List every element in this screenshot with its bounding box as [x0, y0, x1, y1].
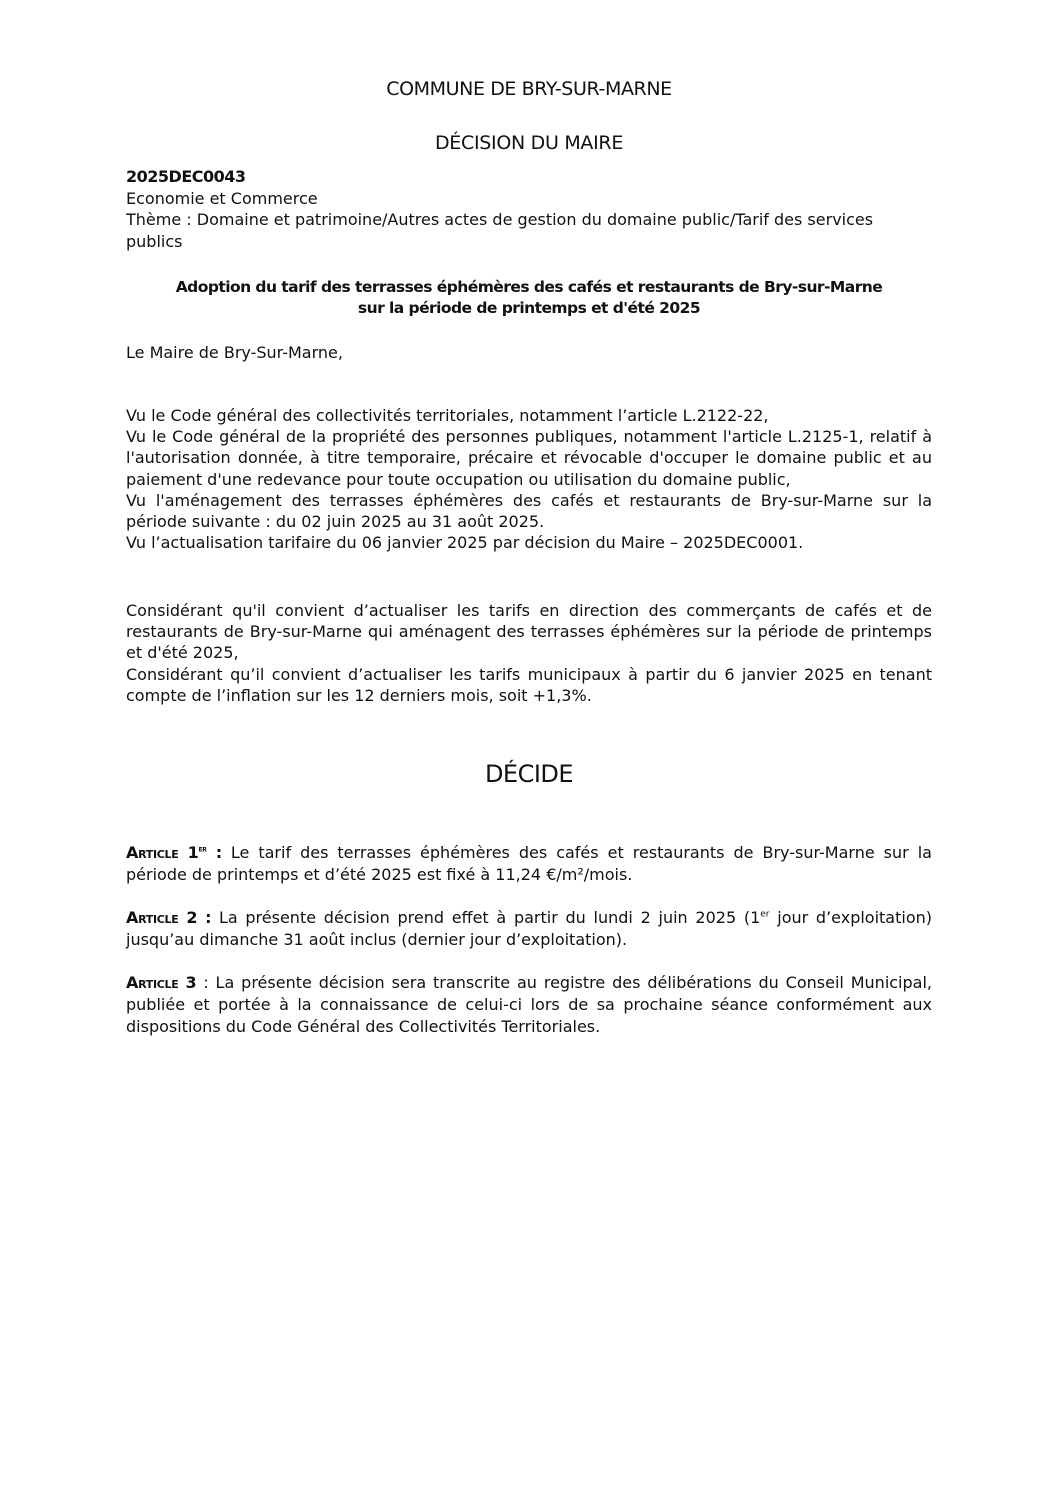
article-3-label: Article 3 — [126, 973, 197, 992]
article-2 — [126, 907, 932, 951]
decision-title: DÉCISION DU MAIRE — [434, 132, 624, 154]
article-2-text: La présente décision prend effet à partir du lundi 2 juin 2025 (1 — [211, 908, 761, 927]
decide-heading: DÉCIDE — [484, 760, 574, 788]
article-3-text: : La présente décision sera transcrite au registre des délibérations du Conseil Municipal, publiée et portée à la connaissance de celui-ci lors de sa prochaine séance conformément aux dispositions du Code Général des Collectivités Territoriales. — [126, 973, 932, 1036]
subject-line-1: Adoption du tarif des terrasses éphémères des cafés et restaurants de Bry-sur-Marne — [175, 278, 883, 296]
decision-service: Economie et Commerce — [126, 188, 318, 208]
subject-line-2: sur la période de printemps et d'été 2025 — [357, 299, 701, 317]
article-2-sup: er — [760, 909, 770, 920]
considerant-paragraph: Considérant qu'il convient d’actualiser les tarifs en direction des commerçants de cafés et de restaurants de Bry-sur-Marne qui aménagent des terrasses éphémères sur la période de printemps et d'été 2025, — [126, 601, 932, 663]
article-2-text-after: jour d’exploitation) jusqu’au dimanche 31 août inclus (dernier jour d’exploitation). — [126, 908, 932, 949]
article-1-label: Article 1er : — [126, 843, 222, 862]
vu-paragraph: Vu le Code général des collectivités territoriales, notamment l’article L.2122-22, — [126, 406, 769, 425]
decision-subject — [126, 277, 932, 319]
article-1-text: Le tarif des terrasses éphémères des cafés et restaurants de Bry-sur-Marne sur la période de printemps et d’été 2025 est fixé à 11,24 €/m²/mois. — [126, 843, 932, 884]
vu-section — [126, 405, 932, 553]
commune-heading: COMMUNE DE BRY-SUR-MARNE — [386, 78, 672, 100]
decision-reference: 2025DEC0043 — [126, 167, 246, 186]
considerant-section — [126, 600, 932, 706]
vu-paragraph: Vu l’actualisation tarifaire du 06 janvier 2025 par décision du Maire – 2025DEC0001. — [126, 533, 804, 553]
greeting: Le Maire de Bry-Sur-Marne, — [126, 343, 343, 362]
article-1 — [126, 842, 932, 886]
vu-paragraph: Vu l'aménagement des terrasses éphémères des cafés et restaurants de Bry-sur-Marne sur la période suivante : du 02 juin 2025 au 31 août 2025. — [126, 490, 932, 532]
article-3 — [126, 972, 932, 1037]
vu-paragraph: Vu le Code général de la propriété des personnes publiques, notamment l'article L.2125-1, relatif à l'autorisation donnée, à titre temporaire, précaire et révocable d'occuper le domaine public et au paiement d'une redevance pour toute occupation ou utilisation du domaine public, — [126, 427, 932, 489]
article-2-label: Article 2 : — [126, 908, 212, 927]
decision-meta — [126, 166, 932, 252]
considerant-paragraph: Considérant qu’il convient d’actualiser les tarifs municipaux à partir du 6 janvier 2025 en tenant compte de l’inflation sur les 12 derniers mois, soit +1,3%. — [126, 664, 932, 705]
decision-theme: Thème : Domaine et patrimoine/Autres actes de gestion du domaine public/Tarif des services publics — [126, 210, 874, 251]
